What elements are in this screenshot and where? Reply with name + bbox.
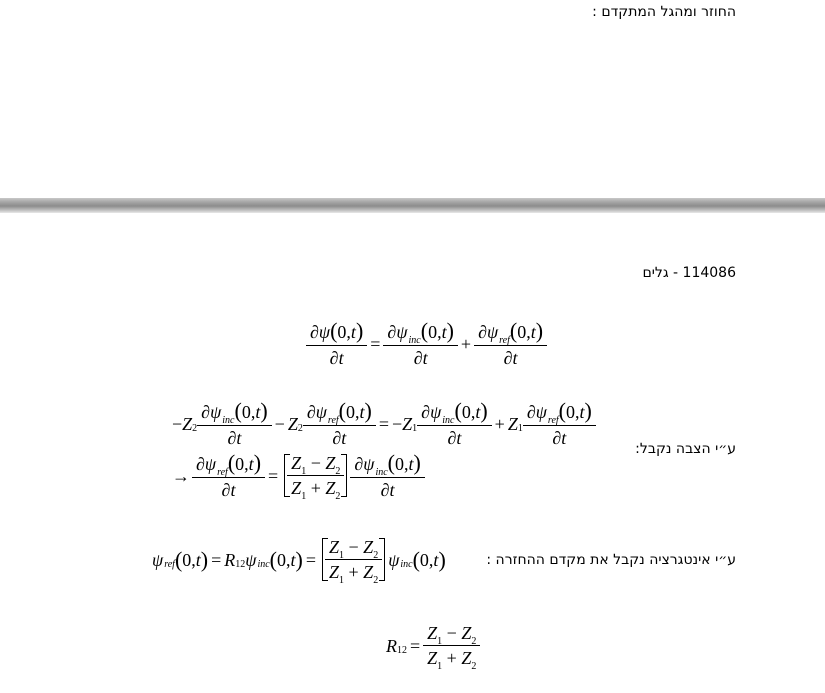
equation-impedance-balance: − Z 2 $\frac{\partial\psi_{inc}(0,t)}{\partial t}$ − Z 2 $\frac{\partial\psi_{ref}(0,t)}{\partial t}$ = − Z 1 $\frac{\partial\psi_{inc}(0,t)}{\partial t}$ + Z 1 $\frac{\partial\psi_{ref}(0,t)}{\partial t}$	[172, 400, 596, 447]
top-heading: החוזר ומהגל המתקדם :	[592, 4, 736, 20]
page-divider	[0, 198, 825, 213]
equation-reflected-derivative: → $\frac{\partial\psi_{ref}(0,t)}{\partial t}$ = $\frac{Z_1 - Z_2}{Z_1 + Z_2}$ $\frac{\partial\psi_{inc}(0,t)}{\partial t}$	[172, 452, 425, 499]
equation-reflection-coefficient: R 12 = $\frac{Z_1 - Z_2}{Z_1 + Z_2}$	[386, 624, 480, 667]
label-substitution: ע״י הצבה נקבל:	[635, 441, 736, 457]
label-integration: ע״י אינטגרציה נקבל את מקדם ההחזרה :	[486, 552, 736, 568]
equation-boundary-derivative: $\frac{\partial\psi(0,t)}{\partial t}$ = $\frac{\partial\psi_{inc}(0,t)}{\partial t}$ + $\frac{\partial\psi_{ref}(0,t)}{\partial t}$	[306, 320, 547, 367]
equation-reflected-wave: ψ ref ( 0, t ) = R 12 ψ inc ( 0, t ) = $\frac{Z_1 - Z_2}{Z_1 + Z_2}$ ψ inc ( 0, t )	[152, 537, 446, 586]
course-header: 114086 - גלים	[642, 265, 736, 281]
